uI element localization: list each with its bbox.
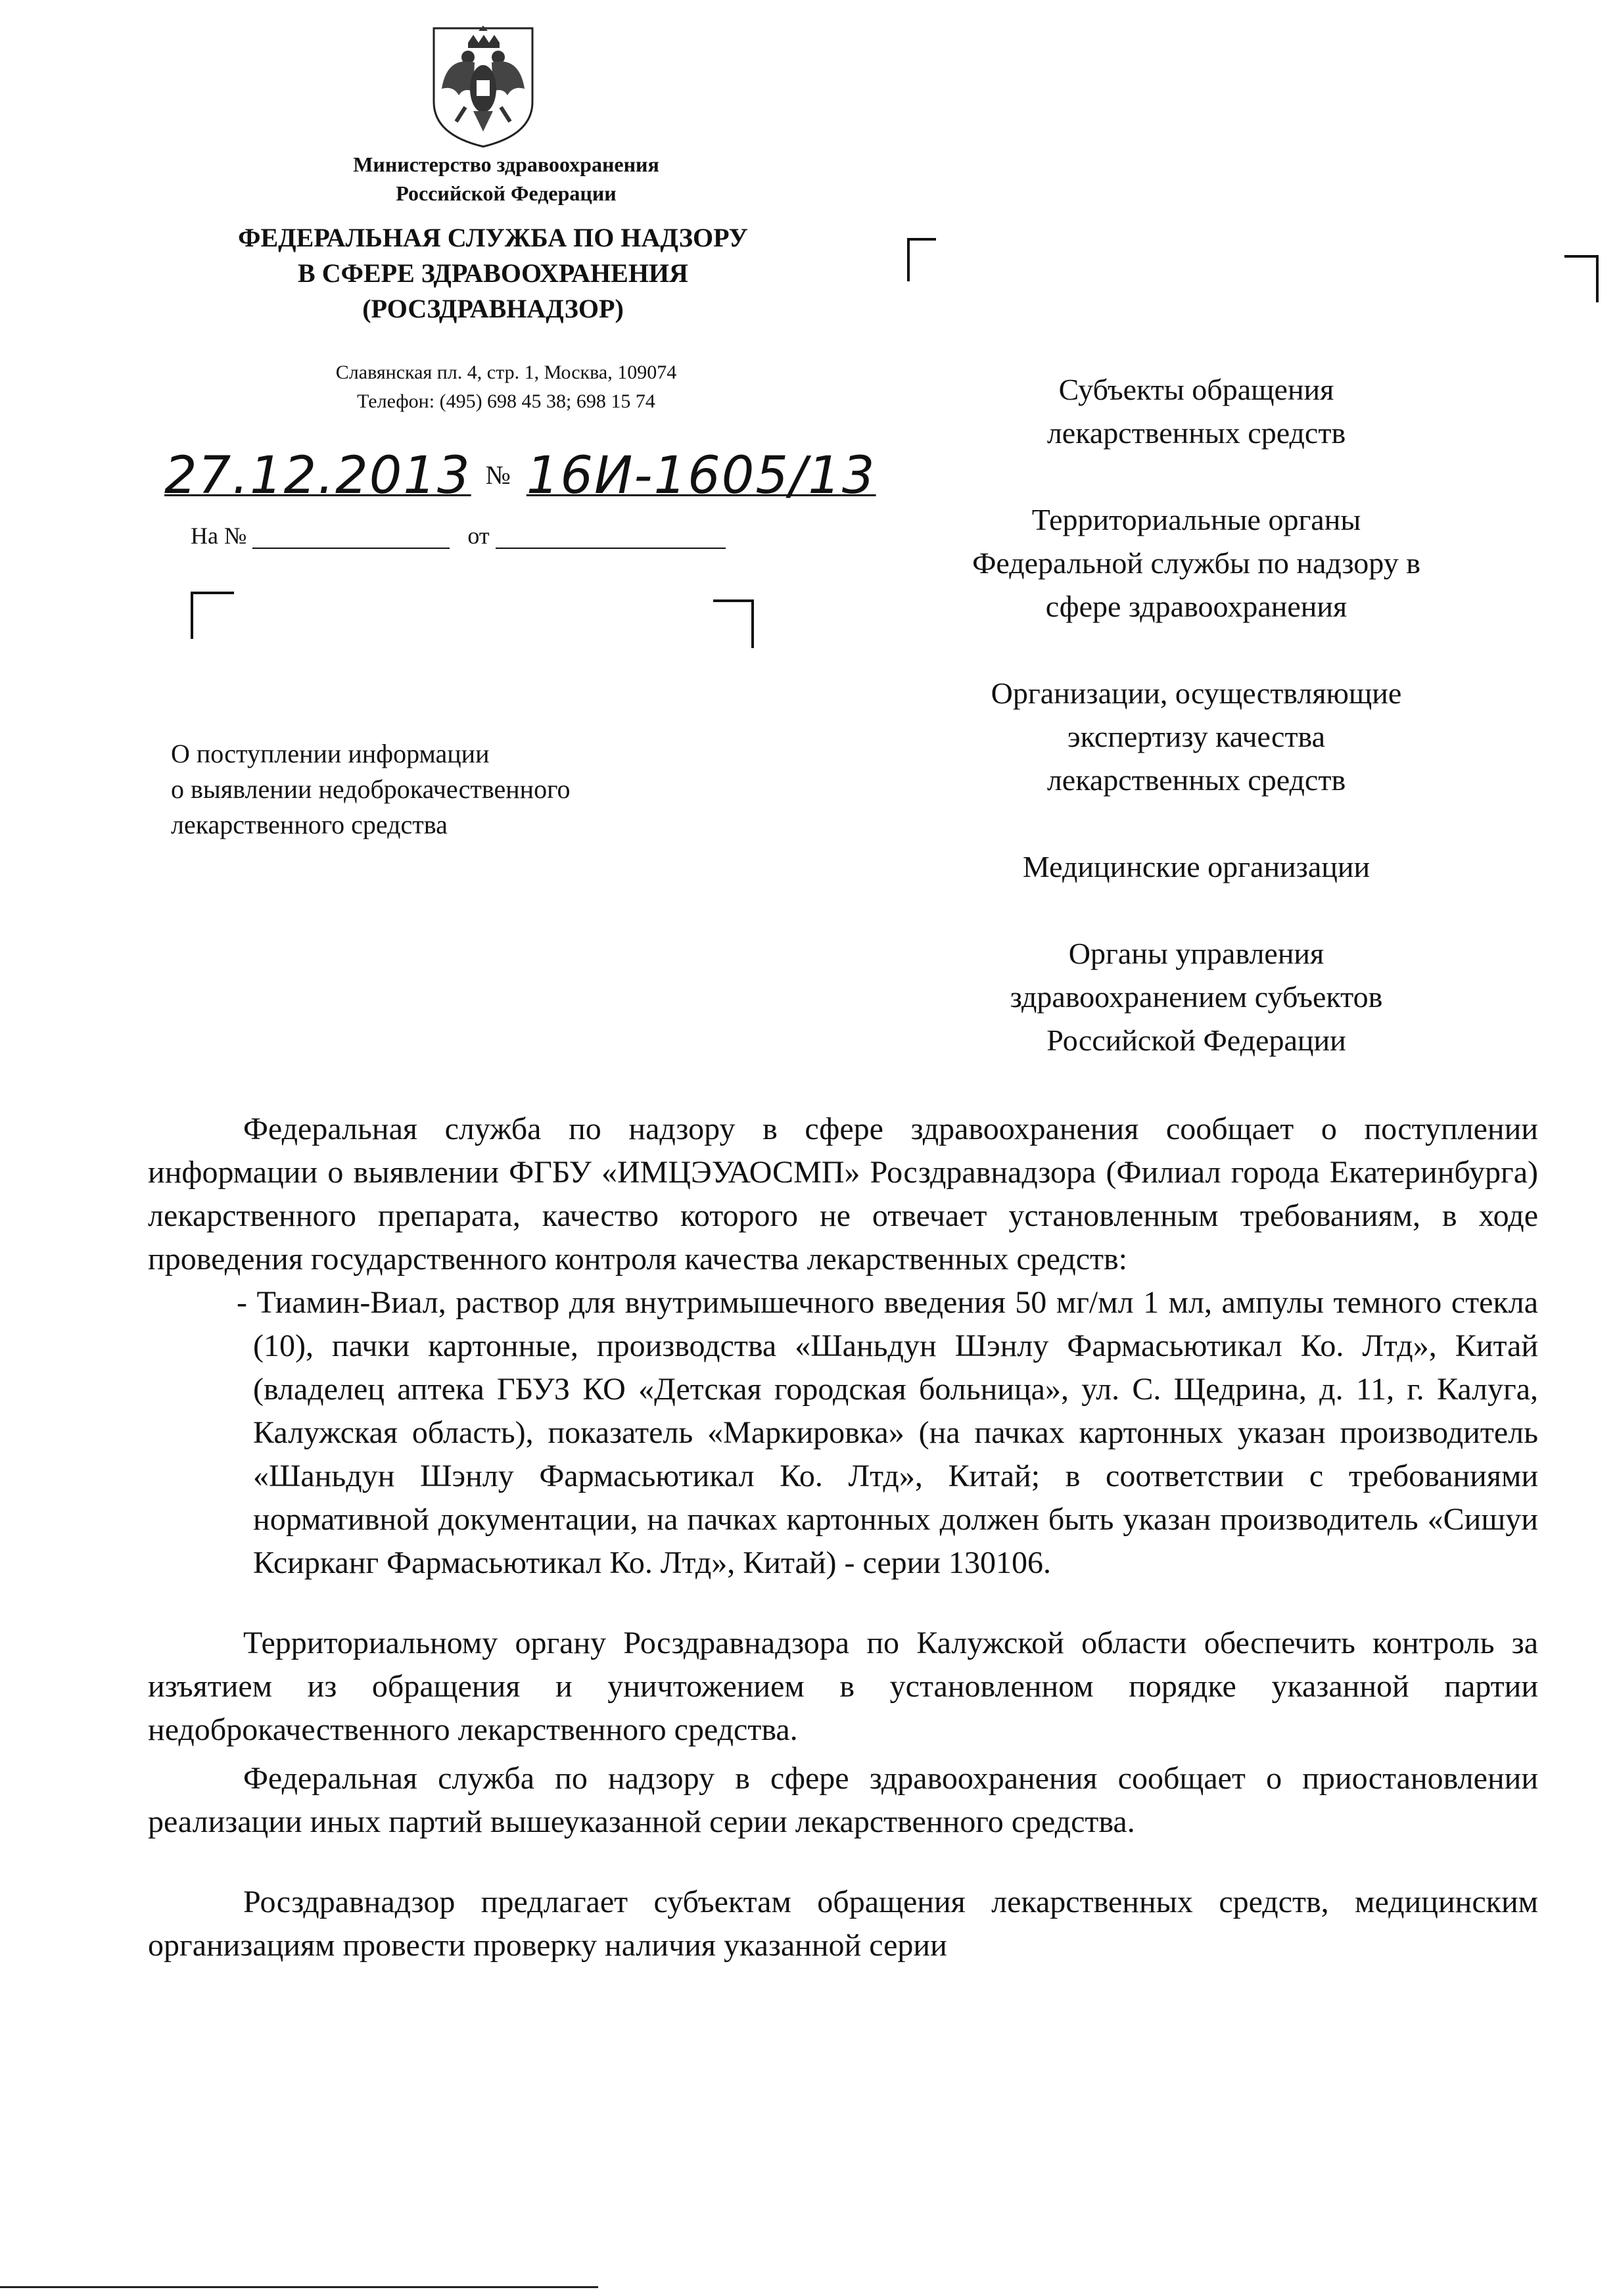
- recipient-line: Организации, осуществляющие: [991, 676, 1402, 710]
- ministry-name: [197, 150, 815, 208]
- recipient-line: сфере здравоохранения: [1045, 590, 1348, 623]
- ref-number-blank: [252, 525, 450, 549]
- recipients-block: [881, 368, 1512, 1106]
- agency-name: [164, 220, 822, 327]
- list-item: - Тиамин-Виал, раствор для внутримышечного введения 50 мг/мл 1 мл, ампулы темного стекла (10), пачки картонные, производства «Шаньдун Шэнлу Фармасьютикал Ко. Лтд», Китай (владелец аптека ГБУЗ КО «Детская городская больница», ул. С. Щедрина, д. 11, г. Калуга, Калужская область), показатель «Маркировка» (на пачках картонных указан производитель «Шаньдун Шэнлу Фармасьютикал Ко. Лтд», Китай; в соответствии с требованиями нормативной документации, на пачках картонных должен быть указан производитель «Сишуи Ксирканг Фармасьютикал Ко. Лтд», Китай) - серии 130106.: [237, 1285, 1538, 1580]
- address-bracket-top-left: [907, 238, 936, 281]
- ref-number-label: На №: [191, 523, 247, 549]
- recipient-group: [881, 932, 1512, 1062]
- ministry-line: Российской Федерации: [396, 181, 617, 205]
- ref-from-label: от: [467, 523, 490, 549]
- registration-line: [164, 439, 953, 518]
- recipient-group: [881, 845, 1512, 889]
- subject-line: О поступлении информации: [171, 739, 490, 768]
- handwritten-number: 16И-1605/13: [526, 446, 876, 505]
- body-paragraph: Росздравнадзор предлагает субъектам обращения лекарственных средств, медицинским организациям провести проверку наличия указанной серии: [148, 1885, 1538, 1963]
- body-paragraph: Федеральная служба по надзору в сфере здравоохранения сообщает о поступлении информации о выявлении ФГБУ «ИМЦЭУАОСМП» Росздравнадзора (Филиал города Екатеринбурга) лекарственного препарата, качество которого не отвечает установленным требованиям, в ходе проведения государственного контроля качества лекарственных средств:: [148, 1112, 1538, 1277]
- recipient-line: Российской Федерации: [1046, 1023, 1346, 1057]
- recipient-line: Территориальные органы: [1031, 503, 1361, 536]
- recipient-group: [881, 498, 1512, 628]
- body-paragraph: Территориальному органу Росздравнадзора по Калужской области обеспечить контроль за изъятием из обращения и уничтожением в установленном порядке указанной партии недоброкачественного лекарственного средства.: [148, 1626, 1538, 1747]
- letter-subject: [171, 736, 762, 843]
- recipient-line: Медицинские организации: [1022, 850, 1371, 883]
- recipient-group: [881, 368, 1512, 455]
- letter-body: [148, 1108, 1538, 1967]
- recipient-group: [881, 672, 1512, 802]
- address-bracket-top-right: [1564, 255, 1599, 302]
- subject-bracket-top-right: [713, 599, 754, 648]
- footer-rule: [0, 2286, 598, 2288]
- reference-line: [191, 519, 782, 552]
- body-paragraph: Федеральная служба по надзору в сфере здравоохранения сообщает о приостановлении реализации иных партий вышеуказанной серии лекарственного средства.: [148, 1761, 1538, 1839]
- agency-line: (РОСЗДРАВНАДЗОР): [362, 294, 624, 323]
- recipient-line: здравоохранением субъектов: [1010, 980, 1383, 1014]
- number-sign: №: [485, 460, 512, 490]
- ref-date-blank: [496, 525, 726, 549]
- handwritten-date: 27.12.2013: [164, 446, 471, 505]
- agency-line: ФЕДЕРАЛЬНАЯ СЛУЖБА ПО НАДЗОРУ: [238, 223, 748, 252]
- coat-of-arms-icon: [427, 23, 539, 151]
- subject-bracket-top-left: [191, 592, 234, 639]
- ministry-line: Министерство здравоохранения: [353, 152, 659, 176]
- agency-line: В СФЕРЕ ЗДРАВООХРАНЕНИЯ: [298, 258, 688, 288]
- recipient-line: Органы управления: [1068, 937, 1324, 970]
- agency-address: Славянская пл. 4, стр. 1, Москва, 109074: [335, 362, 677, 383]
- recipient-line: Субъекты обращения: [1058, 373, 1334, 406]
- subject-line: лекарственного средства: [171, 810, 448, 839]
- subject-line: о выявлении недоброкачественного: [171, 774, 571, 804]
- recipient-line: Федеральной службы по надзору в: [972, 546, 1420, 580]
- recipient-line: экспертизу качества: [1067, 720, 1326, 753]
- agency-phone: Телефон: (495) 698 45 38; 698 15 74: [357, 390, 655, 412]
- agency-contacts: [197, 358, 815, 416]
- recipient-line: лекарственных средств: [1046, 763, 1346, 797]
- recipient-line: лекарственных средств: [1046, 416, 1346, 450]
